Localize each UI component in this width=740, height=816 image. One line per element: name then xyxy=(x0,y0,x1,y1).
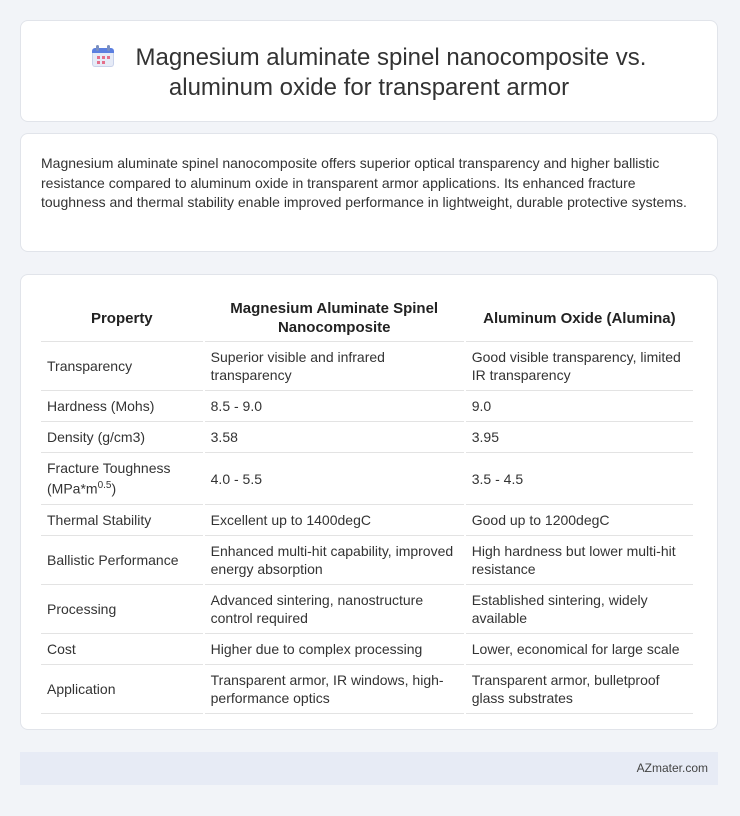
table-row xyxy=(41,391,693,422)
cell-property: Hardness (Mohs) xyxy=(41,391,203,422)
cell-alumina: 9.0 xyxy=(466,391,693,422)
cell-alumina: 3.5 - 4.5 xyxy=(466,453,693,505)
title-card xyxy=(20,20,718,122)
calendar-icon xyxy=(92,45,114,67)
cell-alumina: Established sintering, widely available xyxy=(466,585,693,634)
cell-spinel: Superior visible and infrared transparency xyxy=(205,342,464,391)
cell-property: Processing xyxy=(41,585,203,634)
fracture-close: ) xyxy=(111,480,117,497)
summary-card xyxy=(20,133,718,252)
table-row xyxy=(41,453,693,505)
fracture-exponent: 0.5 xyxy=(97,480,112,492)
table-header-row xyxy=(41,295,693,342)
cell-spinel: Transparent armor, IR windows, high-performance optics xyxy=(205,665,464,714)
cell-spinel: Higher due to complex processing xyxy=(205,634,464,665)
footer-brand-link[interactable]: AZmater.com xyxy=(636,761,708,775)
cell-alumina: High hardness but lower multi-hit resistance xyxy=(466,536,693,585)
header-alumina: Aluminum Oxide (Alumina) xyxy=(466,295,693,342)
cell-property: Density (g/cm3) xyxy=(41,422,203,453)
header-spinel: Magnesium Aluminate Spinel Nanocomposite xyxy=(205,295,464,342)
cell-alumina: Good visible transparency, limited IR transparency xyxy=(466,342,693,391)
cell-property: Transparency xyxy=(41,342,203,391)
comparison-table xyxy=(39,295,695,714)
table-row xyxy=(41,536,693,585)
cell-spinel: Excellent up to 1400degC xyxy=(205,505,464,536)
cell-spinel: 3.58 xyxy=(205,422,464,453)
cell-spinel: Advanced sintering, nanostructure control required xyxy=(205,585,464,634)
fracture-label: Fracture Toughness (MPa*m xyxy=(47,460,171,497)
cell-alumina: 3.95 xyxy=(466,422,693,453)
cell-spinel: 4.0 - 5.5 xyxy=(205,453,464,505)
cell-alumina: Lower, economical for large scale xyxy=(466,634,693,665)
table-row xyxy=(41,634,693,665)
table-row xyxy=(41,505,693,536)
table-row xyxy=(41,342,693,391)
cell-property: Cost xyxy=(41,634,203,665)
footer-bar xyxy=(20,752,718,785)
summary-text: Magnesium aluminate spinel nanocomposite offers superior optical transparency and higher ballistic resistance compared to aluminum oxide in transparent armor applications. Its enhanced fracture toughness and thermal stability enable improved performance in lightweight, durable protective systems. xyxy=(41,155,687,210)
table-row xyxy=(41,422,693,453)
cell-property: Application xyxy=(41,665,203,714)
header-property: Property xyxy=(41,295,203,342)
page-title xyxy=(21,43,717,103)
title-line-1: Magnesium aluminate spinel nanocomposite vs. xyxy=(135,44,647,71)
cell-spinel: Enhanced multi-hit capability, improved energy absorption xyxy=(205,536,464,585)
cell-property: Thermal Stability xyxy=(41,505,203,536)
cell-property: Ballistic Performance xyxy=(41,536,203,585)
table-row xyxy=(41,585,693,634)
cell-spinel: 8.5 - 9.0 xyxy=(205,391,464,422)
table-row xyxy=(41,665,693,714)
cell-property xyxy=(41,453,203,505)
comparison-card xyxy=(20,274,718,730)
title-line-2: aluminum oxide for transparent armor xyxy=(168,74,570,101)
cell-alumina: Transparent armor, bulletproof glass substrates xyxy=(466,665,693,714)
cell-alumina: Good up to 1200degC xyxy=(466,505,693,536)
